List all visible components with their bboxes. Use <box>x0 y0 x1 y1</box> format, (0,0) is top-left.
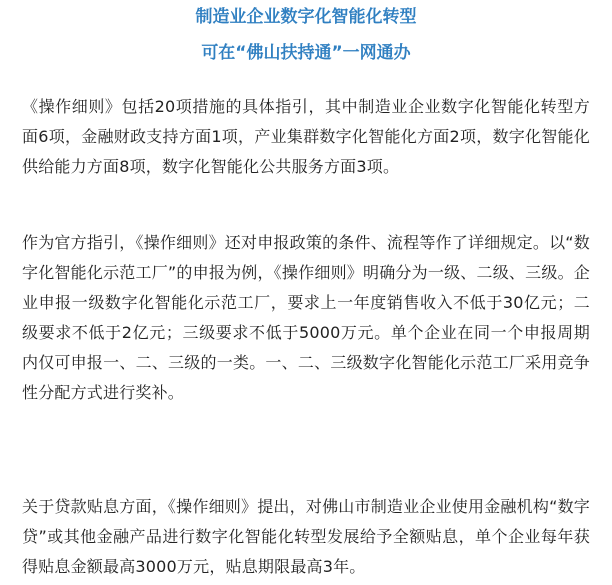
paragraph-measures-overview: 《操作细则》包括20项措施的具体指引，其中制造业企业数字化智能化转型方面6项，金融财政支持方面1项，产业集群数字化智能化方面2项，数字化智能化供给能力方面8项，数字化智能化公共服务方面3项。 <box>22 97 590 176</box>
paragraph-loan-interest-subsidy: 关于贷款贴息方面，《操作细则》提出，对佛山市制造业企业使用金融机构“数字贷”或其他金融产品进行数字化智能化转型发展给予全额贴息，单个企业每年获得贴息金额最高3000万元，贴息期限最高3年。 <box>22 497 590 576</box>
headline-line-2: 可在“佛山扶持通”一网通办 <box>201 43 411 63</box>
headline-line-1: 制造业企业数字化智能化转型 <box>195 7 417 27</box>
paragraph-application-rules: 作为官方指引，《操作细则》还对申报政策的条件、流程等作了详细规定。以“数字化智能化示范工厂”的申报为例，《操作细则》明确分为一级、二级、三级。企业申报一级数字化智能化示范工厂，要求上一年度销售收入不低于30亿元；二级要求不低于2亿元；三级要求不低于5000万元。单个企业在同一个申报周期内仅可申报一、二、三级的一类。一、二、三级数字化智能化示范工厂采用竞争性分配方式进行奖补。 <box>22 233 590 402</box>
